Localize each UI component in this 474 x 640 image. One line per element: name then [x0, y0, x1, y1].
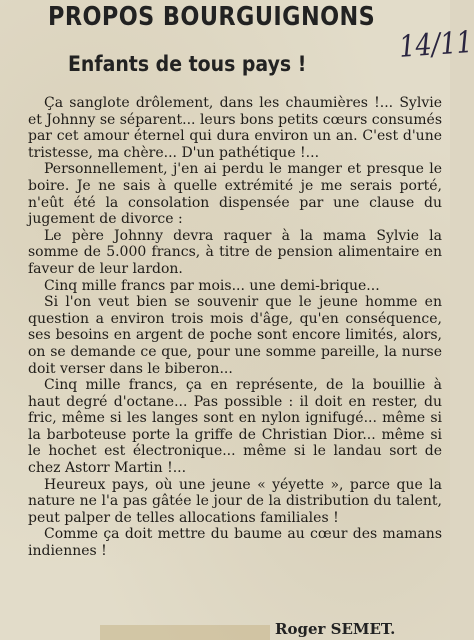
paper-tear-strip: [100, 625, 270, 640]
article-title: Enfants de tous pays !: [68, 52, 307, 76]
paragraph: Cinq mille francs par mois... une demi-brique...: [44, 277, 380, 294]
author-signature: Roger SEMET.: [275, 620, 396, 638]
handwritten-date: 14/11: [398, 24, 474, 65]
paragraph: Si l'on veut bien se souvenir que le jeune homme en question a environ trois mois d'âge, qu'en conséquence, ses besoins en argent de poche sont encore limités, alors, on se demande ce que, pour une somme pareille, la nurse doit verser dans le biberon...: [28, 294, 442, 377]
paragraph: Comme ça doit mettre du baume au cœur des mamans indiennes !: [28, 526, 442, 560]
paragraph: Heureux pays, où une jeune « yéyette », parce que la nature ne l'a pas gâtée le jour de la distribution du talent, peut palper de telles allocations familiales !: [28, 476, 442, 526]
paragraph: Personnellement, j'en ai perdu le manger et presque le boire. Je ne sais à quelle extrémité je me serais porté, n'eût été la consolation dispensée par une clause du jugement de divorce :: [28, 161, 442, 228]
paragraph: Ça sanglote drôlement, dans les chaumières !... Sylvie et Johnny se séparent... leurs bons petits cœurs consumés par cet amour éternel qui dura environ un an. C'est d'une tristesse, ma chère... D'un pathétique !...: [28, 95, 442, 161]
paragraph: Cinq mille francs, ça en représente, de la bouillie à haut degré d'octane... Pas possible : il doit en rester, du fric, même si les langes sont en nylon ignifugé... même si la barboteuse porte la griffe de Christian Dior... même si le hochet est électronique... même si le landau sort de chez Astorr Martin !...: [28, 377, 442, 477]
column-header: PROPOS BOURGUIGNONS: [48, 2, 376, 32]
article-body: [28, 95, 442, 560]
paragraph: Le père Johnny devra raquer à la mama Sylvie la somme de 5.000 francs, à titre de pension alimentaire en faveur de leur lardon.: [28, 227, 442, 277]
